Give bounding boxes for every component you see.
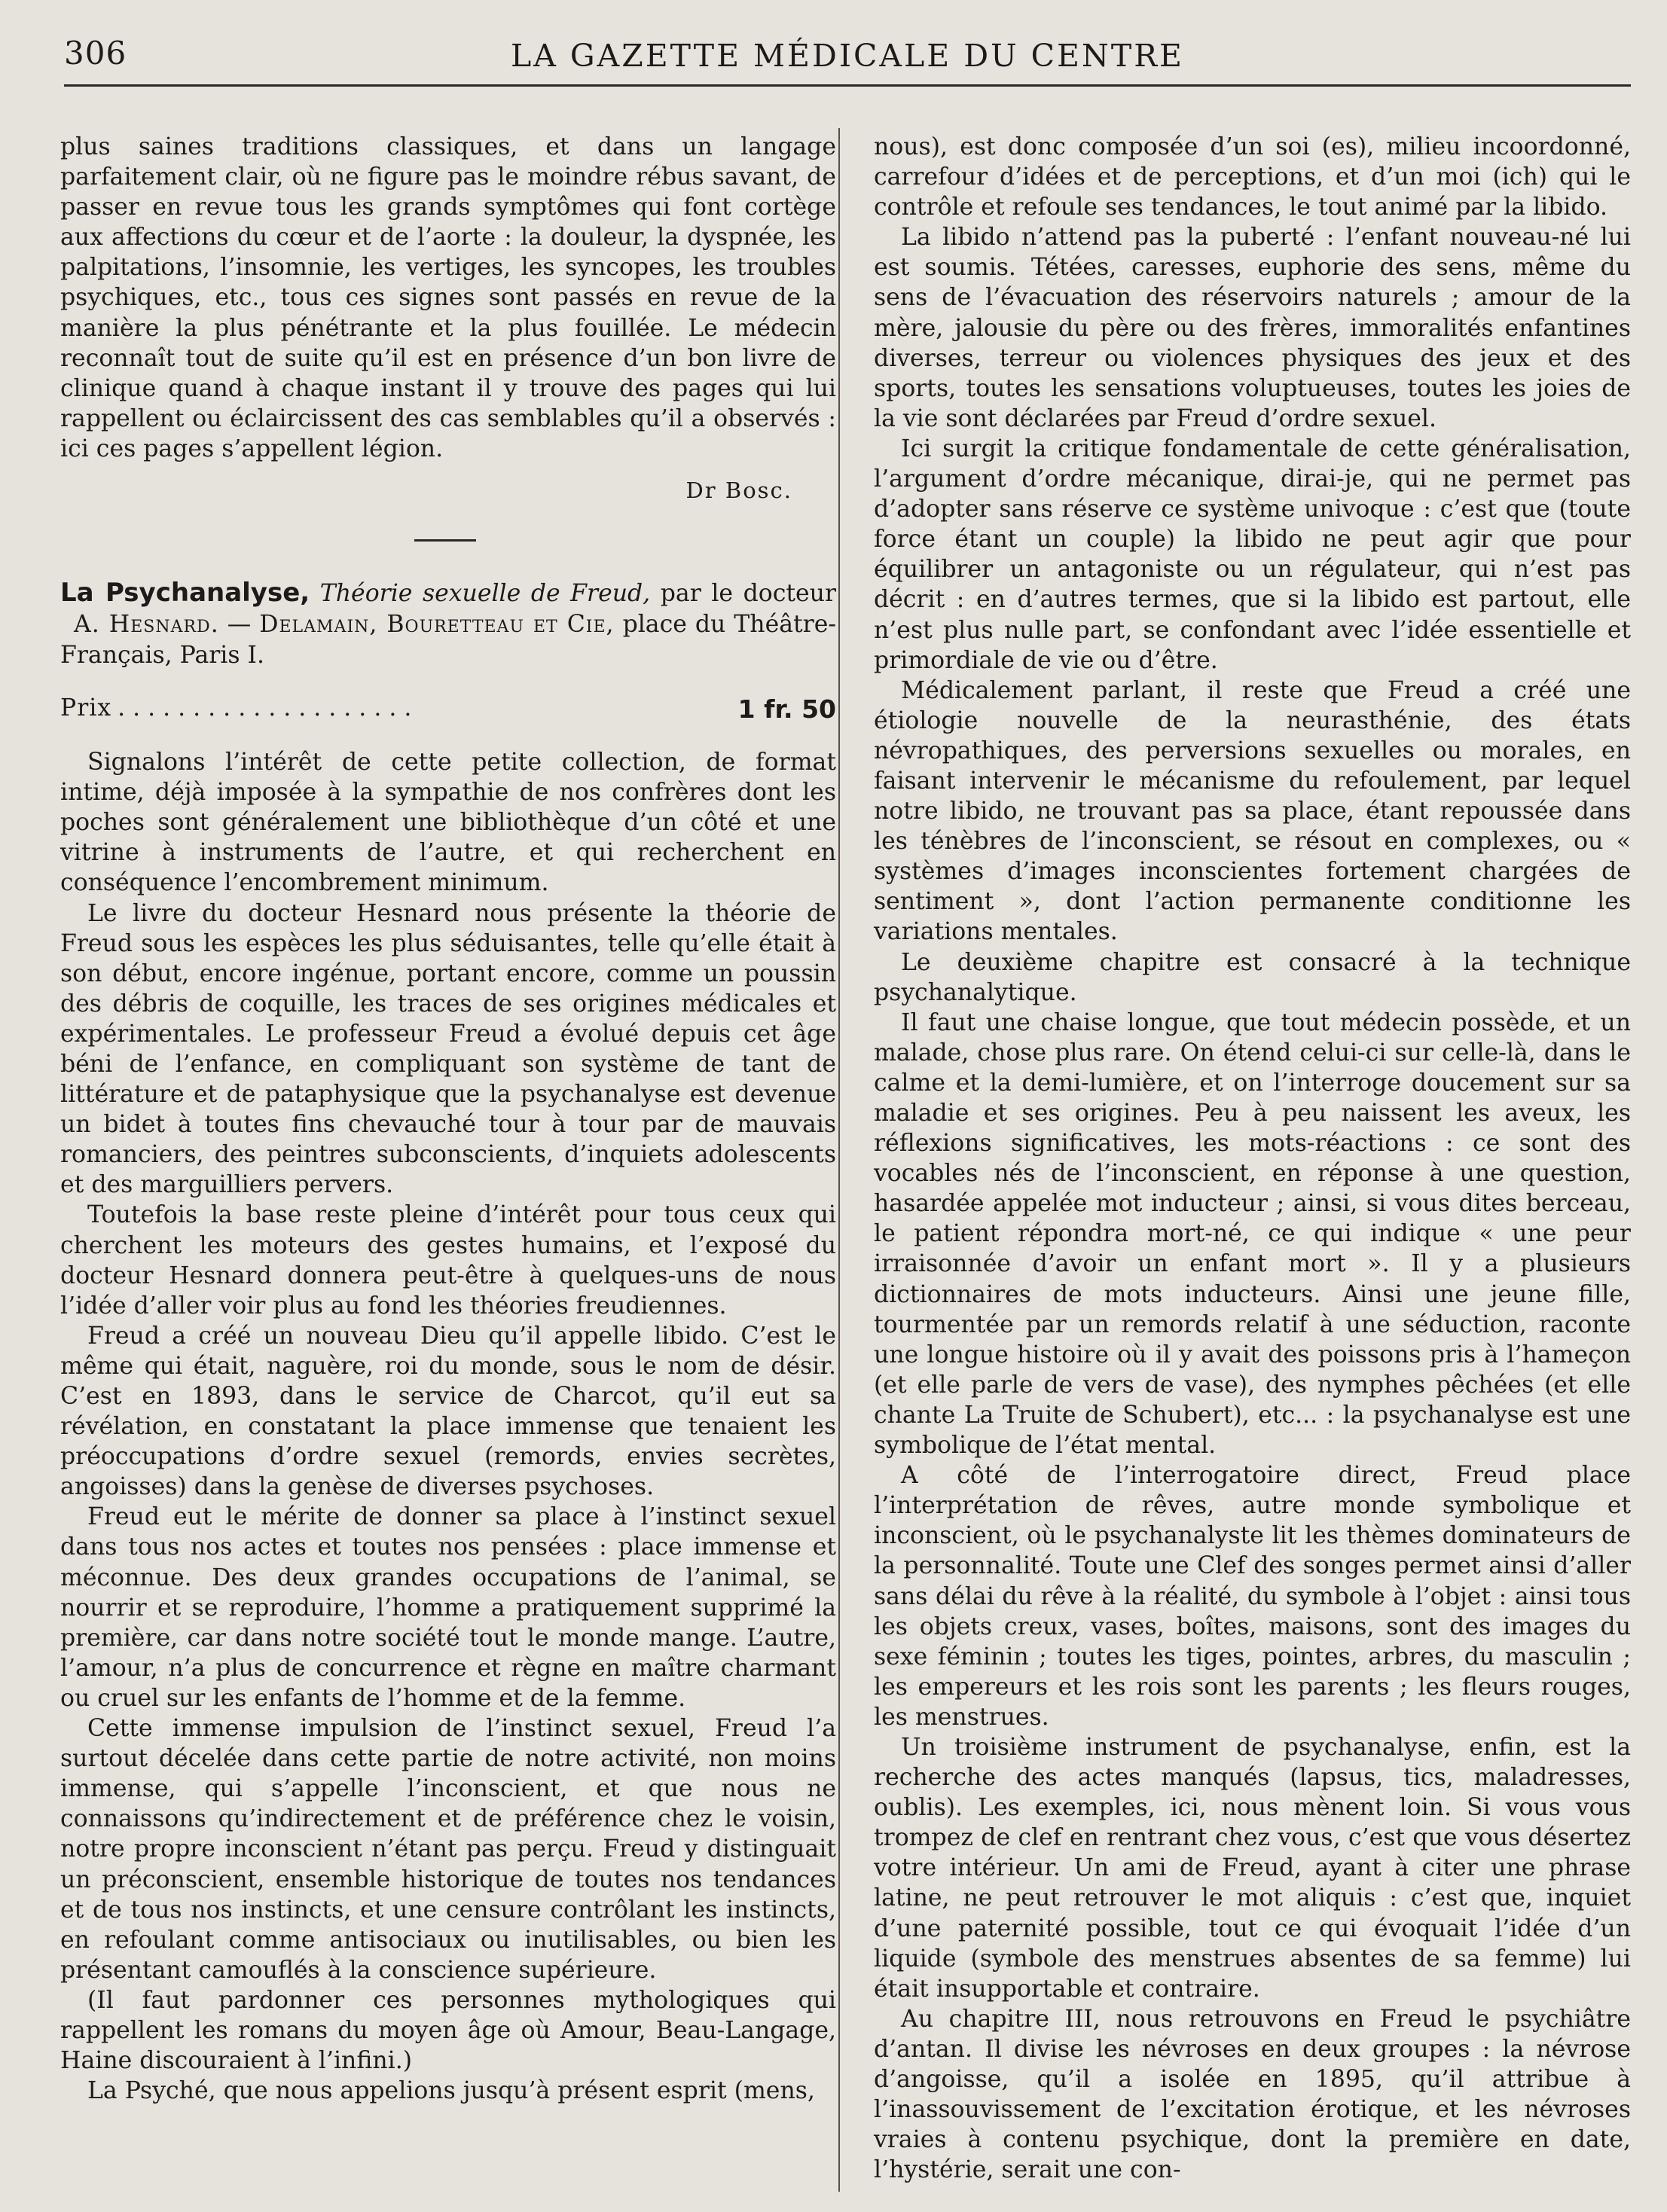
page-header	[64, 32, 1631, 80]
paragraph: Freud a créé un nouveau Dieu qu’il appelle libido. C’est le même qui était, naguère, roi du monde, sous le nom de désir. C’est en 1893, dans le service de Charcot, qu’il eut sa révélation, en constatant la place immense que tenaient les préoccupations d’ordre sexuel (remords, envies secrètes, angoisses) dans la genèse de diverses psychoses.	[60, 1322, 836, 1501]
review-subtitle: Théorie sexuelle de Freud,	[319, 580, 651, 608]
paragraph: plus saines traditions classiques, et dans un langage parfaitement clair, où ne figure pas le moindre rébus savant, de passer en revue tous les grands symptômes qui font cortège aux affections du cœur et de l’aorte : la douleur, la dyspnée, les palpitations, l’insomnie, les vertiges, les syncopes, les troubles psychiques, etc., tous ces signes sont passés en revue de la manière la plus pénétrante et la plus fouillée. Le médecin reconnaît tout de suite qu’il est en présence d’un bon livre de clinique quand à chaque instant il y trouve des pages qui lui rappellent ou éclaircissent des cas semblables qu’il a observés : ici ces pages s’appellent légion.	[60, 133, 836, 462]
paragraph: Signalons l’intérêt de cette petite collection, de format intime, déjà imposée à la sympathie de nos confrères dont les poches sont généralement une bibliothèque d’un côté et une vitrine à instruments de l’autre, et qui recherchent en conséquence l’encombrement minimum.	[60, 749, 836, 897]
column-divider	[838, 128, 840, 2192]
paragraph: La libido n’attend pas la puberté : l’enfant nouveau-né lui est soumis. Tétées, caresses, euphorie des sens, même du sens de l’évacuation des réservoirs naturels ; amour de la mère, jalousie du père ou des frères, immoralités enfantines diverses, terreur ou violences physiques des jeux et des sports, toutes les sensations voluptueuses, toutes les joies de la vie sont déclarées par Freud d’ordre sexuel.	[874, 224, 1631, 432]
section-separator	[414, 539, 476, 542]
header-rule	[64, 84, 1631, 87]
paragraph: Médicalement parlant, il reste que Freud a créé une étiologie nouvelle de la neurasthénie, des états névropathiques, des perversions sexuelles ou morales, en faisant intervenir le mécanisme du refoulement, par lequel notre libido, ne trouvant pas sa place, étant repoussée dans les ténèbres de l’inconscient, se résout en complexes, ou « systèmes d’images inconscientes fortement chargées de sentiment », dont l’action permanente conditionne les variations mentales.	[874, 676, 1631, 946]
paragraph: Toutefois la base reste pleine d’intérêt pour tous ceux qui cherchent les moteurs des gestes humains, et l’exposé du docteur Hesnard donnera peut-être à quelques-uns de nous l’idée d’aller voir plus au fond les théories freudiennes.	[60, 1201, 836, 1320]
journal-title: LA GAZETTE MÉDICALE DU CENTRE	[511, 38, 1184, 74]
author-signature: Dr Bosc.	[685, 477, 792, 504]
paragraph: Le deuxième chapitre est consacré à la technique psychanalytique.	[874, 948, 1631, 1006]
price-value: 1 fr. 50	[737, 694, 836, 725]
review-dash: —	[227, 611, 252, 639]
paragraph: Freud eut le mérite de donner sa place à l’instinct sexuel dans tous nos actes et toutes nos pensées : place immense et méconnue. Des deux grandes occupations de l’animal, se nourrir et se reproduire, l’homme a pratiquement supprimé la première, car dans notre société tout le monde mange. L’autre, l’amour, n’a plus de concurrence et règne en maître charmant ou cruel sur les enfants de l’homme et de la femme.	[60, 1503, 836, 1712]
paragraph: Ici surgit la critique fondamentale de cette généralisation, l’argument d’ordre mécanique, dirai-je, qui ne permet pas d’adopter sans réserve ce système univoque : c’est que (toute force étant un couple) la libido ne peut agir que pour équilibrer un antagoniste ou un régulateur, qui n’est pas décrit : en d’autres termes, que si la libido est partout, elle n’est plus nulle part, se confondant avec l’idée essentielle et primordiale de vie ou d’être.	[874, 435, 1631, 674]
paragraph: Au chapitre III, nous retrouvons en Freud le psychiâtre d’antan. Il divise les névroses en deux groupes : la névrose d’angoisse, qu’il a isolée en 1895, qu’il attribue à l’inassouvissement de l’excitation érotique, et les névroses vraies à contenu psychique, dont la première en date, l’hystérie, serait une con-	[874, 2005, 1631, 2184]
page-number: 306	[64, 35, 127, 72]
review-publisher: Delamain, Bouretteau et Cie,	[259, 611, 615, 639]
right-column	[874, 132, 1631, 2185]
review-title: La Psychanalyse,	[60, 578, 310, 609]
left-column	[60, 132, 836, 2106]
paragraph: (Il faut pardonner ces personnes mythologiques qui rappellent les romans du moyen âge où Amour, Beau-Langage, Haine discouraient à l’infini.)	[60, 1986, 836, 2075]
price-leader-dots: ....................	[118, 694, 420, 722]
paragraph: La Psyché, que nous appelions jusqu’à présent esprit (mens,	[87, 2077, 815, 2105]
paragraph: Cette immense impulsion de l’instinct sexuel, Freud l’a surtout décelée dans cette partie de notre activité, non moins immense, qui s’appelle l’inconscient, et que nous ne connaissons qu’indirectement et de préférence chez le voisin, notre propre inconscient n’étant pas perçu. Freud y distinguait un préconscient, ensemble historique de toutes nos tendances et de tous nos instincts, et une censure contrôlant les instincts, en refoulant comme antisociaux ou inutilisables, ou bien les présentant camouflés à la conscience supérieure.	[60, 1715, 836, 1984]
paragraph: Le livre du docteur Hesnard nous présente la théorie de Freud sous les espèces les plus séduisantes, telle qu’elle était à son début, encore ingénue, portant encore, comme un poussin des débris de coquille, les traces de ses origines médicales et expérimentales. Le professeur Freud a évolué depuis cet âge béni de l’enfance, en compliquant son système de tant de littérature et de pataphysique que la psychanalyse est devenue un bidet à toutes fins chevauché tour à tour par de mauvais romanciers, des peintres subconscients, d’inquiets adolescents et des marguilliers pervers.	[60, 899, 836, 1199]
paragraph: nous), est donc composée d’un soi (es), milieu incoordonné, carrefour d’idées et de perceptions, et d’un moi (ich) qui le contrôle et refoule ses tendances, le tout animé par la libido.	[874, 133, 1631, 221]
paragraph: A côté de l’interrogatoire direct, Freud place l’interprétation de rêves, autre monde symbolique et inconscient, où le psychanalyste lit les thèmes dominateurs de la personnalité. Toute une Clef des songes permet ainsi d’aller sans délai du rêve à la réalité, du symbole à l’objet : ainsi tous les objets creux, vases, boîtes, maisons, sont des images du sexe féminin ; toutes les tiges, pointes, arbres, du masculin ; les empereurs et les rois sont les parents ; les fleurs rouges, les menstrues.	[874, 1462, 1631, 1731]
review-by: par le docteur	[660, 580, 836, 608]
paragraph: Un troisième instrument de psychanalyse, enfin, est la recherche des actes manqués (lapsus, tics, maladresses, oublis). Les exemples, ici, nous mènent loin. Si vous vous trompez de clef en rentrant chez vous, c’est que vous désertez votre intérieur. Un ami de Freud, ayant à citer une phrase latine, ne peut retrouver le mot aliquis : c’est que, inquiet d’une paternité possible, tout ce qui évoquait l’idée d’un liquide (symbole des menstrues absentes de sa femme) lui était insupportable et contraire.	[874, 1733, 1631, 2003]
price-line	[60, 694, 836, 724]
paragraph: Il faut une chaise longue, que tout médecin possède, et un malade, chose plus rare. On étend celui-ci sur celle-là, dans le calme et la demi-lumière, et on l’interroge doucement sur sa maladie et ses origines. Peu à peu naissent les aveux, les réflexions significatives, les mots-réactions : ce sont des vocables nés de l’inconscient, en réponse à une question, hasardée appelée mot inducteur ; ainsi, si vous dites berceau, le patient répondra mort-né, ce qui indique « une peur irraisonnée d’avoir un enfant mort ». Il y a plusieurs dictionnaires de mots inducteurs. Ainsi une jeune fille, tourmentée par un remords relatif à une séduction, raconte une longue histoire où il y avait des poissons pris à l’hameçon (et elle parle de vers de vase), des nymphes pêchées (et elle chante La Truite de Schubert), etc... : la psychanalyse est une symbolique de l’état mental.	[874, 1008, 1631, 1460]
review-address: place du Théâtre-Français, Paris I.	[60, 611, 837, 670]
price-label: Prix	[60, 694, 112, 722]
review-heading	[60, 578, 836, 671]
review-author: A. Hesnard.	[74, 611, 219, 639]
